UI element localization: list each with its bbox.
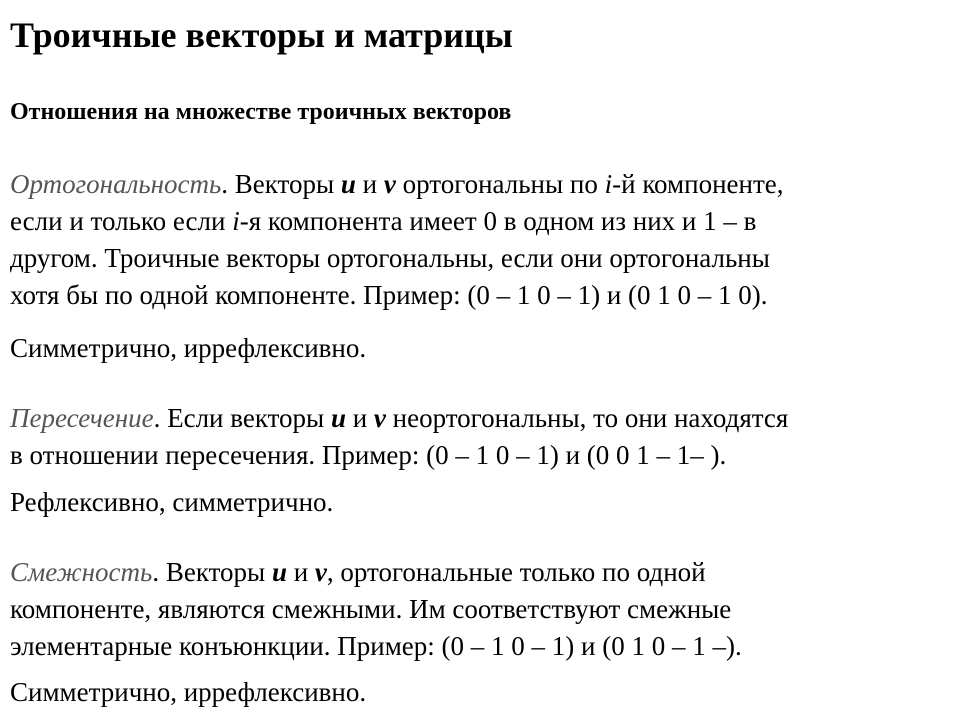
intersection-line-1 <box>10 400 950 437</box>
index-i: i <box>604 169 613 199</box>
orthogonality-term: Ортогональность <box>10 169 222 199</box>
orthogonality-text-2b: -я компонента имеет 0 в одном из них и 1 – в <box>239 206 757 236</box>
adjacency-term: Смежность <box>10 557 153 587</box>
adjacency-line-3: элементарные конъюнкции. Пример: (0 – 1 0 – 1) и (0 1 0 – 1 –). <box>10 631 742 661</box>
vector-u: u <box>340 169 356 199</box>
intersection-text-1a: . Если векторы <box>153 403 331 433</box>
intersection-paragraph <box>10 400 950 474</box>
intersection-property: Рефлексивно, симметрично. <box>10 487 334 517</box>
orthogonality-line-3: другом. Троичные векторы ортогональны, если они ортогональны <box>10 243 770 273</box>
index-i: i <box>232 206 240 236</box>
orthogonality-property: Симметрично, иррефлексивно. <box>10 333 367 363</box>
intersection-text-1b: неортогональны, то они находятся <box>385 403 789 433</box>
adjacency-line-1 <box>10 554 950 591</box>
vector-v: v <box>314 557 327 587</box>
vector-u: u <box>330 403 346 433</box>
orthogonality-text-2a: если и только если <box>10 206 233 236</box>
adjacency-property: Симметрично, иррефлексивно. <box>10 677 367 707</box>
conjunction-and: и <box>355 169 384 199</box>
orthogonality-paragraph <box>10 166 950 314</box>
orthogonality-line-4: хотя бы по одной компоненте. Пример: (0 – 1 0 – 1) и (0 1 0 – 1 0). <box>10 280 768 310</box>
orthogonality-line-2 <box>10 203 950 240</box>
intersection-term: Пересечение <box>10 403 154 433</box>
orthogonality-text-1b: ортогональны по <box>395 169 605 199</box>
orthogonality-text-1a: . Векторы <box>221 169 341 199</box>
slide-subtitle: Отношения на множестве троичных векторов <box>10 99 512 125</box>
orthogonality-text-1c: -й компоненте, <box>612 169 784 199</box>
vector-v: v <box>383 169 396 199</box>
vector-v: v <box>373 403 386 433</box>
conjunction-and: и <box>345 403 374 433</box>
adjacency-paragraph <box>10 554 950 665</box>
orthogonality-line-1 <box>10 166 950 203</box>
intersection-line-2: в отношении пересечения. Пример: (0 – 1 0 – 1) и (0 0 1 – 1– ). <box>10 440 727 470</box>
vector-u: u <box>271 557 287 587</box>
adjacency-text-1a: . Векторы <box>152 557 272 587</box>
slide-title: Троичные векторы и матрицы <box>10 15 513 55</box>
conjunction-and: и <box>286 557 315 587</box>
adjacency-text-1b: , ортогональные только по одной <box>326 557 706 587</box>
adjacency-line-2: компоненте, являются смежными. Им соответствуют смежные <box>10 594 732 624</box>
